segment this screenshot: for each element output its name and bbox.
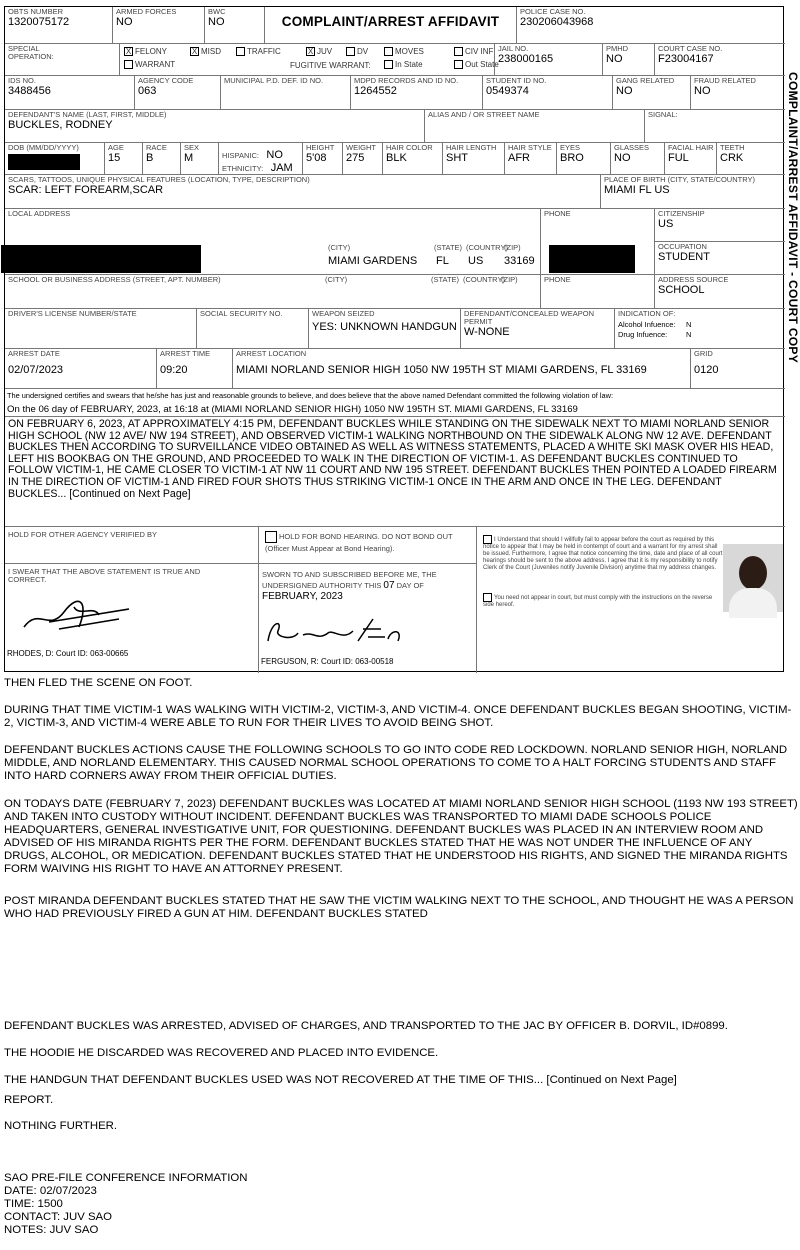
ssn-label: SOCIAL SECURITY NO. bbox=[200, 309, 283, 318]
form-title: COMPLAINT/ARREST AFFIDAVIT bbox=[281, 14, 500, 29]
sao-date: DATE: 02/07/2023 bbox=[4, 1185, 97, 1197]
defendant-photo bbox=[723, 544, 783, 612]
operation-row bbox=[5, 44, 785, 76]
race-label: RACE bbox=[146, 143, 167, 152]
ids-value: 3488456 bbox=[8, 85, 51, 97]
bwc-value: NO bbox=[208, 16, 225, 28]
mdpd-records-label: MDPD RECORDS AND ID NO. bbox=[354, 76, 459, 85]
drivers-license-label: DRIVER'S LICENSE NUMBER/STATE bbox=[8, 309, 137, 318]
weapon-seized-value: YES: UNKNOWN HANDGUN bbox=[312, 321, 457, 333]
officer2-name: FERGUSON, R: Court ID: 063-00518 bbox=[261, 657, 394, 666]
continuation-paragraph: NOTHING FURTHER. bbox=[4, 1120, 118, 1132]
defendant-name-label: DEFENDANT'S NAME (LAST, FIRST, MIDDLE) bbox=[8, 110, 167, 119]
citizenship-label: CITIZENSHIP bbox=[658, 209, 705, 218]
eyes-label: EYES bbox=[560, 143, 581, 152]
local-zip-label: (ZIP) bbox=[504, 243, 521, 252]
local-phone-label: PHONE bbox=[544, 209, 571, 218]
special-operation-label: SPECIAL OPERATION: bbox=[8, 44, 54, 61]
age-label: AGE bbox=[108, 143, 124, 152]
weight-value: 275 bbox=[346, 152, 365, 164]
address-source-value: SCHOOL bbox=[658, 284, 705, 296]
arrest-date-label: ARREST DATE bbox=[8, 349, 60, 358]
warrant-checkbox[interactable] bbox=[124, 60, 133, 69]
header-row bbox=[5, 7, 785, 44]
facial-hair-label: FACIAL HAIR bbox=[668, 143, 714, 152]
alias-label: ALIAS AND / OR STREET NAME bbox=[428, 110, 540, 119]
obts-value: 1320075172 bbox=[8, 16, 70, 28]
defendant-name-value: BUCKLES, RODNEY bbox=[8, 119, 113, 131]
arrest-location-value: MIAMI NORLAND SENIOR HIGH 1050 NW 195TH ST MIAMI GARDENS, FL 33169 bbox=[236, 364, 647, 376]
height-label: HEIGHT bbox=[306, 143, 335, 152]
local-address-label: LOCAL ADDRESS bbox=[8, 209, 71, 218]
arrest-time-label: ARREST TIME bbox=[160, 349, 211, 358]
scars-value: SCAR: LEFT FOREARM,SCAR bbox=[8, 184, 164, 196]
signature-section bbox=[5, 527, 785, 673]
height-value: 5'08 bbox=[306, 152, 327, 164]
arrest-row bbox=[5, 349, 785, 389]
occupation-label: OCCUPATION bbox=[658, 242, 707, 251]
fugitive-warrant-label: FUGITIVE WARRANT: bbox=[290, 61, 371, 70]
continuation-paragraph: THE HOODIE HE DISCARDED WAS RECOVERED AND PLACED INTO EVIDENCE. bbox=[4, 1047, 439, 1059]
local-state-label: (STATE) bbox=[434, 243, 463, 252]
hold-bond-checkbox[interactable] bbox=[265, 531, 277, 543]
narrative-text: ON FEBRUARY 6, 2023, AT APPROXIMATELY 4:15 PM, DEFENDANT BUCKLES WHILE STANDING ON THE SIDEWALK NEXT TO MIAMI NORLAND SENIOR HIGH SCHOOL (NW 12 AVE/ NW 194 STREET), AND OBSERVED VICTIM-1 WALKING NORTHBOUND ON THE SIDEWALK ALONG NW 12 AVE. DEFENDANT BUCKLES THEN ACCORDING TO SURVEILLANCE VIDEO OBTAINED AS WELL AS WITNESS STATEMENTS, PLACED A WHITE SKI MASK OVER HIS HEAD, LEFT HIS BOOKBAG ON THE GROUND, AND PROCEEDED TO WALK IN THE DIRECTION OF VICTIM-1. AS DEFENDANT BUCKLES CONTINUED TO FOLLOW VICTIM-1, HE CAME CLOSER TO VICTIM-1 AT NW 11 COURT AND NW 195 STREET. DEFENDANT BUCKLES THEN POINTED A LOADED FIREARM IN THE DIRECTION OF VICTIM-1 AND FIRED FOUR SHOTS THUS STRIKING VICTIM-1 ONCE IN THE ARM AND ONCE IN THE LEG. DEFENDANT BUCKLES... [Continued on Next Page] bbox=[8, 418, 777, 500]
sao-contact: CONTACT: JUV SAO bbox=[4, 1211, 113, 1223]
warrant-label: WARRANT bbox=[135, 60, 176, 69]
scars-label: SCARS, TATTOOS, UNIQUE PHYSICAL FEATURES (LOCATION, TYPE, DESCRIPTION) bbox=[8, 175, 310, 184]
ids-row bbox=[5, 76, 785, 110]
name-row bbox=[5, 110, 785, 143]
place-of-birth-label: PLACE OF BIRTH (CITY, STATE/COUNTRY) bbox=[604, 175, 755, 184]
ethnicity-value: JAM bbox=[270, 162, 293, 174]
traffic-label: TRAFFIC bbox=[247, 47, 281, 56]
school-city-label: (CITY) bbox=[325, 275, 348, 284]
armed-forces-value: NO bbox=[116, 16, 133, 28]
no-appear-statement: You need not appear in court, but must comply with the instructions on the reverse side hereof. bbox=[483, 595, 713, 609]
grid-value: 0120 bbox=[694, 364, 719, 376]
student-id-value: 0549374 bbox=[486, 85, 529, 97]
alcohol-influence-value: N bbox=[686, 320, 692, 329]
school-address-label: SCHOOL OR BUSINESS ADDRESS (STREET, APT. NUMBER) bbox=[8, 275, 221, 284]
local-address-redaction bbox=[1, 245, 201, 273]
traffic-checkbox[interactable] bbox=[236, 47, 245, 56]
juv-label: JUV bbox=[317, 47, 333, 56]
student-id-label: STUDENT ID NO. bbox=[486, 76, 547, 85]
alcohol-influence-label: Alcohol Infuence: bbox=[618, 320, 676, 329]
hold-other-agency-label: HOLD FOR OTHER AGENCY VERIFIED BY bbox=[8, 530, 158, 539]
misd-checkbox[interactable]: X bbox=[191, 47, 198, 57]
officer2-signature bbox=[263, 611, 413, 651]
physical-row bbox=[5, 143, 785, 175]
arrest-location-label: ARREST LOCATION bbox=[236, 349, 307, 358]
obts-label: OBTS NUMBER bbox=[8, 7, 64, 16]
drug-influence-value: N bbox=[686, 330, 692, 339]
sao-time: TIME: 1500 bbox=[4, 1198, 63, 1210]
arrest-affidavit-form bbox=[4, 6, 784, 672]
felony-label: FELONY bbox=[135, 47, 168, 56]
sex-label: SEX bbox=[184, 143, 200, 152]
sex-value: M bbox=[184, 152, 194, 164]
sao-notes: NOTES: JUV SAO bbox=[4, 1224, 99, 1236]
indication-label: INDICATION OF: bbox=[618, 309, 676, 318]
local-zip-value: 33169 bbox=[504, 255, 535, 267]
glasses-label: GLASSES bbox=[614, 143, 650, 152]
out-state-checkbox[interactable] bbox=[454, 60, 463, 69]
mdpd-records-value: 1264552 bbox=[354, 85, 397, 97]
ids-label: IDS NO. bbox=[8, 76, 36, 85]
address-source-label: ADDRESS SOURCE bbox=[658, 275, 729, 284]
agency-code-label: AGENCY CODE bbox=[138, 76, 194, 85]
sworn-month: FEBRUARY, 2023 bbox=[262, 591, 343, 602]
continuation-paragraph: THEN FLED THE SCENE ON FOOT. bbox=[4, 677, 193, 689]
continuation-paragraph: DEFENDANT BUCKLES ACTIONS CAUSE THE FOLLOWING SCHOOLS TO GO INTO CODE RED LOCKDOWN. NORLAND SENIOR HIGH, NORLAND MIDDLE, AND NORLAND ELEMENTARY. THIS CAUSED NORMAL SCHOOL OPERATIONS TO COME TO A HALT FORCING STUDENTS AND STAFF INTO HARD CORNERS AWAY FROM THEIR OFFICIAL DUTIES. bbox=[4, 744, 788, 782]
facial-hair-value: FUL bbox=[668, 152, 689, 164]
eyes-value: BRO bbox=[560, 152, 584, 164]
sao-title: SAO PRE-FILE CONFERENCE INFORMATION bbox=[4, 1172, 248, 1184]
out-state-label: Out State bbox=[465, 60, 499, 69]
agency-code-value: 063 bbox=[138, 85, 157, 97]
armed-forces-label: ARMED FORCES bbox=[116, 7, 177, 16]
local-country-value: US bbox=[468, 255, 484, 267]
race-value: B bbox=[146, 152, 154, 164]
teeth-value: CRK bbox=[720, 152, 744, 164]
drug-influence-label: Drug Infuence: bbox=[618, 330, 668, 339]
pmhd-value: NO bbox=[606, 53, 623, 65]
side-copy-label: COMPLAINT/ARREST AFFIDAVIT - COURT COPY bbox=[786, 72, 800, 364]
continuation-paragraph: THE HANDGUN THAT DEFENDANT BUCKLES USED WAS NOT RECOVERED AT THE TIME OF THIS... [Continued on Next Page] bbox=[4, 1074, 677, 1086]
police-case-label: POLICE CASE NO. bbox=[520, 7, 586, 16]
continuation-paragraph: DURING THAT TIME VICTIM-1 WAS WALKING WITH VICTIM-2, VICTIM-3, AND VICTIM-4. ONCE DEFENDANT BUCKLES BEGAN SHOOTING, VICTIM-2, VICTIM-3, AND VICTIM-4 WERE ABLE TO RUN FOR THEIR LIVES TO AVOID BEING SHOT. bbox=[4, 704, 792, 729]
hispanic-value: NO bbox=[266, 149, 283, 161]
certify-statement: The undersigned certifies and swears that he/she has just and reasonable grounds to believe, and does believe that the above named Defendant committed the following violation of law: bbox=[7, 391, 614, 400]
officer1-signature bbox=[19, 597, 139, 637]
school-state-label: (STATE) bbox=[431, 275, 460, 284]
narrative-box bbox=[5, 417, 785, 527]
continuation-paragraph: POST MIRANDA DEFENDANT BUCKLES STATED THAT HE SAW THE VICTIM WALKING NEXT TO THE SCHOOL, AND THOUGHT HE WAS A PERSON WHO HAD PREVIOUSLY FIRED A GUN AT HIM. DEFENDANT BUCKLES STATED bbox=[4, 895, 794, 920]
fraud-related-label: FRAUD RELATED bbox=[694, 76, 756, 85]
gang-related-value: NO bbox=[616, 85, 633, 97]
arrest-time-value: 09:20 bbox=[160, 364, 188, 376]
dob-redaction bbox=[8, 154, 80, 170]
school-zip-label: (ZIP) bbox=[501, 275, 518, 284]
scars-row bbox=[5, 175, 785, 209]
court-case-value: F23004167 bbox=[658, 53, 714, 65]
police-case-value: 230206043968 bbox=[520, 16, 594, 28]
violation-date-location: On the 06 day of FEBRUARY, 2023, at 16:18 at (MIAMI NORLAND SENIOR HIGH) 1050 NW 195TH ST. MIAMI GARDENS, FL 33169 bbox=[7, 404, 578, 415]
sworn-statement: SWORN TO AND SUBSCRIBED BEFORE ME, THE UNDERSIGNED AUTHORITY THIS bbox=[262, 570, 437, 590]
age-value: 15 bbox=[108, 152, 121, 164]
understand-statement: I Understand that should I willfully fail to appear before the court as required by this notice to appear that I may be held in contempt of court and a warrant for my arrest shall be issued. Furthermore, I agree that notice concerning the time, date and place of all court hearings should be sent to the above address. I agree that it is my responsibility to notify Clerk of the Court (Juveniles notify Juvenile Division) anytime that my address changes. bbox=[483, 537, 723, 572]
hair-length-label: HAIR LENGTH bbox=[446, 143, 497, 152]
school-phone-label: PHONE bbox=[544, 275, 571, 284]
hair-length-value: SHT bbox=[446, 152, 468, 164]
weapon-seized-label: WEAPON SEIZED bbox=[312, 309, 375, 318]
dob-label: DOB (MM/DD/YYYY) bbox=[8, 143, 79, 152]
dv-label: DV bbox=[357, 47, 369, 56]
certify-row bbox=[5, 389, 785, 417]
misd-label: MISD bbox=[201, 47, 221, 56]
license-row bbox=[5, 309, 785, 349]
felony-checkbox[interactable]: X bbox=[125, 47, 132, 57]
concealed-permit-value: W-NONE bbox=[464, 326, 510, 338]
teeth-label: TEETH bbox=[720, 143, 745, 152]
weight-label: WEIGHT bbox=[346, 143, 376, 152]
continuation-paragraph: DEFENDANT BUCKLES WAS ARRESTED, ADVISED OF CHARGES, AND TRANSPORTED TO THE JAC BY OFFICER B. DORVIL, ID#0899. bbox=[4, 1020, 728, 1032]
occupation-value: STUDENT bbox=[658, 251, 710, 263]
glasses-value: NO bbox=[614, 152, 631, 164]
moves-label: MOVES bbox=[395, 47, 424, 56]
jail-no-value: 238000165 bbox=[498, 53, 554, 65]
phone-redaction bbox=[549, 245, 635, 273]
in-state-label: In State bbox=[395, 60, 423, 69]
sworn-day: 07 bbox=[383, 580, 395, 591]
understand-checkbox[interactable] bbox=[483, 535, 492, 544]
pmhd-label: PMHD bbox=[606, 44, 629, 53]
juv-checkbox[interactable]: X bbox=[307, 47, 314, 57]
school-country-label: (COUNTRY) bbox=[463, 275, 505, 284]
no-appear-checkbox[interactable] bbox=[483, 593, 492, 602]
hair-style-label: HAIR STYLE bbox=[508, 143, 552, 152]
continuation-paragraph: REPORT. bbox=[4, 1094, 54, 1106]
ethnicity-label: ETHNICITY: bbox=[222, 164, 264, 173]
moves-checkbox[interactable] bbox=[384, 47, 393, 56]
sworn-day-of: DAY OF bbox=[396, 581, 424, 590]
fraud-related-value: NO bbox=[694, 85, 711, 97]
signal-label: SIGNAL: bbox=[648, 110, 678, 119]
grid-label: GRID bbox=[694, 349, 713, 358]
local-city-label: (CITY) bbox=[328, 243, 351, 252]
arrest-date-value: 02/07/2023 bbox=[8, 364, 64, 376]
hold-bond-label: HOLD FOR BOND HEARING. DO NOT BOND OUT (Officer Must Appear at Bond Hearing). bbox=[265, 532, 453, 554]
local-state-value: FL bbox=[436, 255, 449, 267]
hair-color-value: BLK bbox=[386, 152, 407, 164]
local-city-value: MIAMI GARDENS bbox=[328, 255, 418, 267]
school-address-row bbox=[5, 275, 785, 309]
jail-no-label: JAIL NO. bbox=[498, 44, 529, 53]
citizenship-value: US bbox=[658, 218, 674, 230]
hair-color-label: HAIR COLOR bbox=[386, 143, 433, 152]
local-country-label: (COUNTRY) bbox=[466, 243, 508, 252]
court-case-label: COURT CASE NO. bbox=[658, 44, 723, 53]
local-address-row bbox=[5, 209, 785, 275]
hair-style-value: AFR bbox=[508, 152, 530, 164]
civ-inf-checkbox[interactable] bbox=[454, 47, 463, 56]
place-of-birth-value: MIAMI FL US bbox=[604, 184, 670, 196]
civ-inf-label: CIV INF bbox=[465, 47, 494, 56]
continuation-paragraph: ON TODAYS DATE (FEBRUARY 7, 2023) DEFENDANT BUCKLES WAS LOCATED AT MIAMI NORLAND SENIOR HIGH SCHOOL (1193 NW 193 STREET) AND TAKEN INTO CUSTODY WITHOUT INCIDENT. DEFENDANT BUCKLES WAS TRANSPORTED TO MIAMI DADE SCHOOLS POLICE HEADQUARTERS, GENERAL INVESTIGATIVE UNIT, FOR QUESTIONING. DEFENDANT BUCKLES WAS PLACED IN AN INTERVIEW ROOM AND ADVISED OF HIS MIRANDA RIGHTS PER THE FORM. DEFENDANT BUCKLES STATED THAT HE WAS NOT UNDER THE INFLUENCE OF ANY DRUGS, ALCOHOL, OR MEDICATION. DEFENDANT BUCKLES STATED THAT HE UNDERSTOOD HIS RIGHTS, AND SIGNED THE MIRANDA RIGHTS FORM WAIVING HIS RIGHT TO HAVE AN ATTORNEY PRESENT. bbox=[4, 798, 798, 875]
swear-statement: I SWEAR THAT THE ABOVE STATEMENT IS TRUE AND CORRECT. bbox=[8, 567, 201, 584]
municipal-pd-label: MUNICIPAL P.D. DEF. ID NO. bbox=[224, 76, 324, 85]
hispanic-label: HISPANIC: bbox=[222, 151, 259, 160]
concealed-permit-label: DEFENDANT/CONCEALED WEAPON PERMIT bbox=[464, 309, 595, 326]
officer1-name: RHODES, D: Court ID: 063-00665 bbox=[7, 649, 129, 658]
dv-checkbox[interactable] bbox=[346, 47, 355, 56]
bwc-label: BWC bbox=[208, 7, 226, 16]
gang-related-label: GANG RELATED bbox=[616, 76, 675, 85]
in-state-checkbox[interactable] bbox=[384, 60, 393, 69]
